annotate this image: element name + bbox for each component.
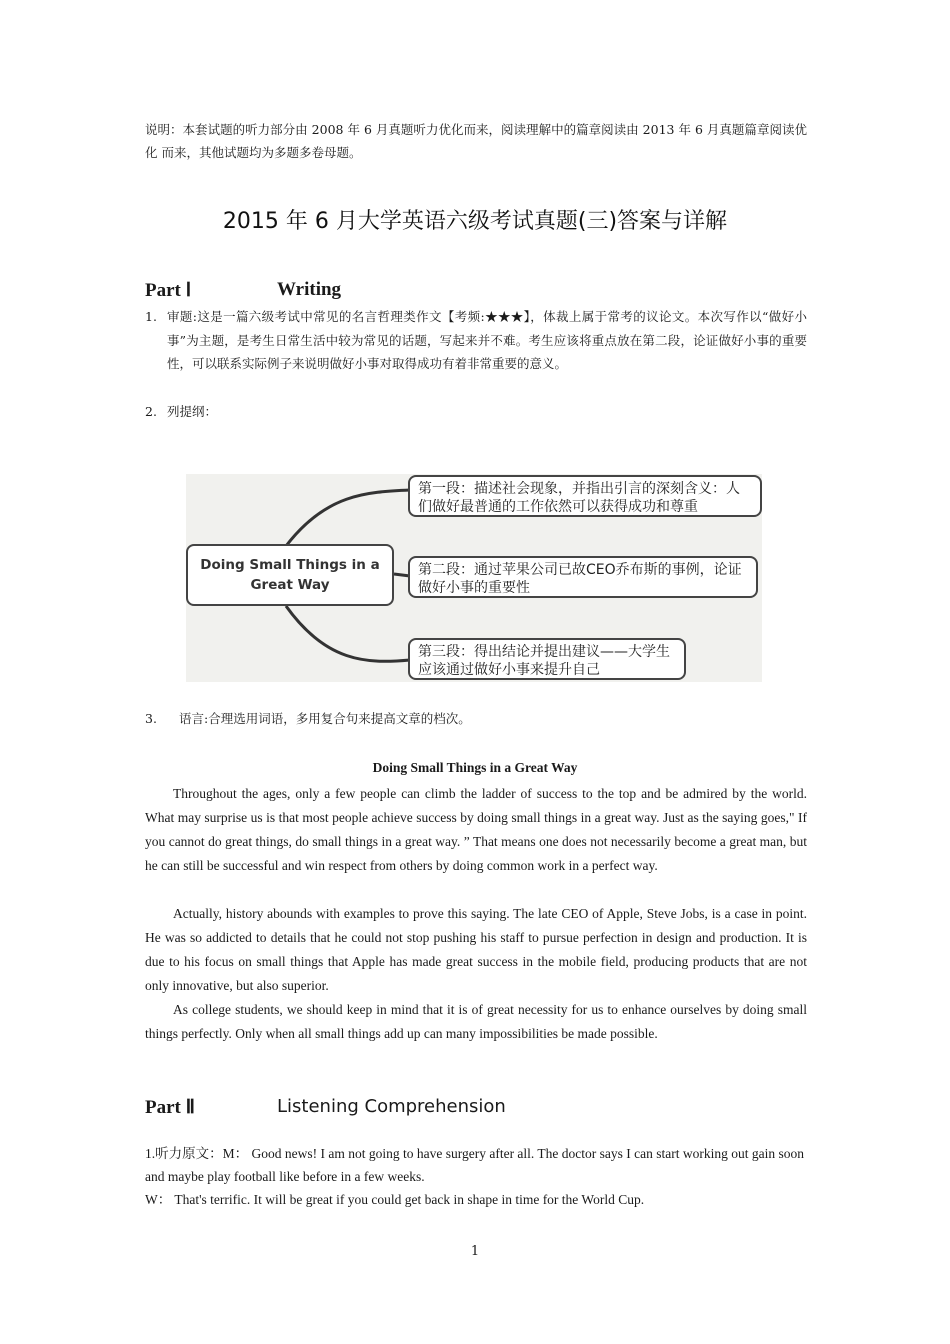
part2-name: Listening Comprehension <box>277 1096 506 1117</box>
listening-line-2: W： That's terrific. It will be great if you could get back in shape in time for the World Cup. <box>145 1192 645 1207</box>
essay-paragraph-2: Actually, history abounds with examples to prove this saying. The late CEO of Apple, Steve Jobs, is a case in point. He was so addicted to details that he could not stop pushing his staff to pursue perfection in design and production. It is due to his focus on small things that Apple has made great success in the mobile field, producing products that are not only innovative, but also superior. <box>145 906 807 993</box>
item-text: 列提纲： <box>167 404 218 419</box>
mind-map-branch-1: 第一段：描述社会现象，并指出引言的深刻含义：人们做好最普通的工作依然可以获得成功和尊重 <box>408 475 762 517</box>
part1-name: Writing <box>277 279 342 300</box>
exam-note: 说明：本套试题的听力部分由 2008 年 6 月真题听力优化而来，阅读理解中的篇章阅读由 2013 年 6 月真题篇章阅读优化 而来，其他试题均为多题多卷母题。 <box>145 122 807 160</box>
item-1 <box>145 305 807 376</box>
item-text: 审题:这是一篇六级考试中常见的名言哲理类作文【考频:★★★】，体裁上属于常考的议论文。本次写作以“做好小 事”为主题，是考生日常生活中较为常见的话题，写起来并不难。考生应该将重点放在第二段，论证做好小事的重要 性，可以联系实际例子来说明做好小事对取得成功有着非常重要的意义。 <box>167 309 807 371</box>
mind-map-center: Doing Small Things in a Great Way <box>186 544 394 606</box>
item-number: 1. <box>145 309 157 324</box>
item-3 <box>145 707 807 731</box>
item-number: 3. <box>145 711 157 726</box>
part1-label: Part Ⅰ <box>145 280 192 301</box>
item-number: 2. <box>145 404 157 419</box>
outline-mind-map <box>186 474 762 682</box>
essay-paragraph-3: As college students, we should keep in mind that it is of great necessity for us to enhance ourselves by doing small things perfectly. Only when all small things add up can many impossibilities be made possible. <box>145 1002 807 1041</box>
listening-line-1: 1.听力原文：M： Good news! I am not going to have surgery after all. The doctor says I can start working out gain soon and maybe play football like before in a few weeks. <box>145 1146 805 1184</box>
part2-label: Part Ⅱ <box>145 1097 195 1118</box>
item-2 <box>145 400 807 424</box>
item-text: 语言:合理选用词语，多用复合句来提高文章的档次。 <box>179 711 471 726</box>
mind-map-branch-2: 第二段：通过苹果公司已故CEO乔布斯的事例，论证做好小事的重要性 <box>408 556 758 598</box>
page-title: 2015 年 6 月大学英语六级考试真题(三)答案与详解 <box>222 209 728 234</box>
page-number: 1 <box>470 1244 480 1259</box>
mind-map-branch-3: 第三段：得出结论并提出建议——大学生应该通过做好小事来提升自己 <box>408 638 686 680</box>
essay-paragraph-1: Throughout the ages, only a few people can climb the ladder of success to the top and be admired by the world. What may surprise us is that most people achieve success by doing small things in a great way. Just as the saying goes," If you cannot do great things, do small things in a great way. ” That means one does not necessarily become a great man, but he can still be successful and win respect from others by doing common work in a perfect way. <box>145 786 807 873</box>
part2-heading <box>145 1096 506 1119</box>
essay-title: Doing Small Things in a Great Way <box>372 760 578 775</box>
part1-heading <box>145 279 342 302</box>
